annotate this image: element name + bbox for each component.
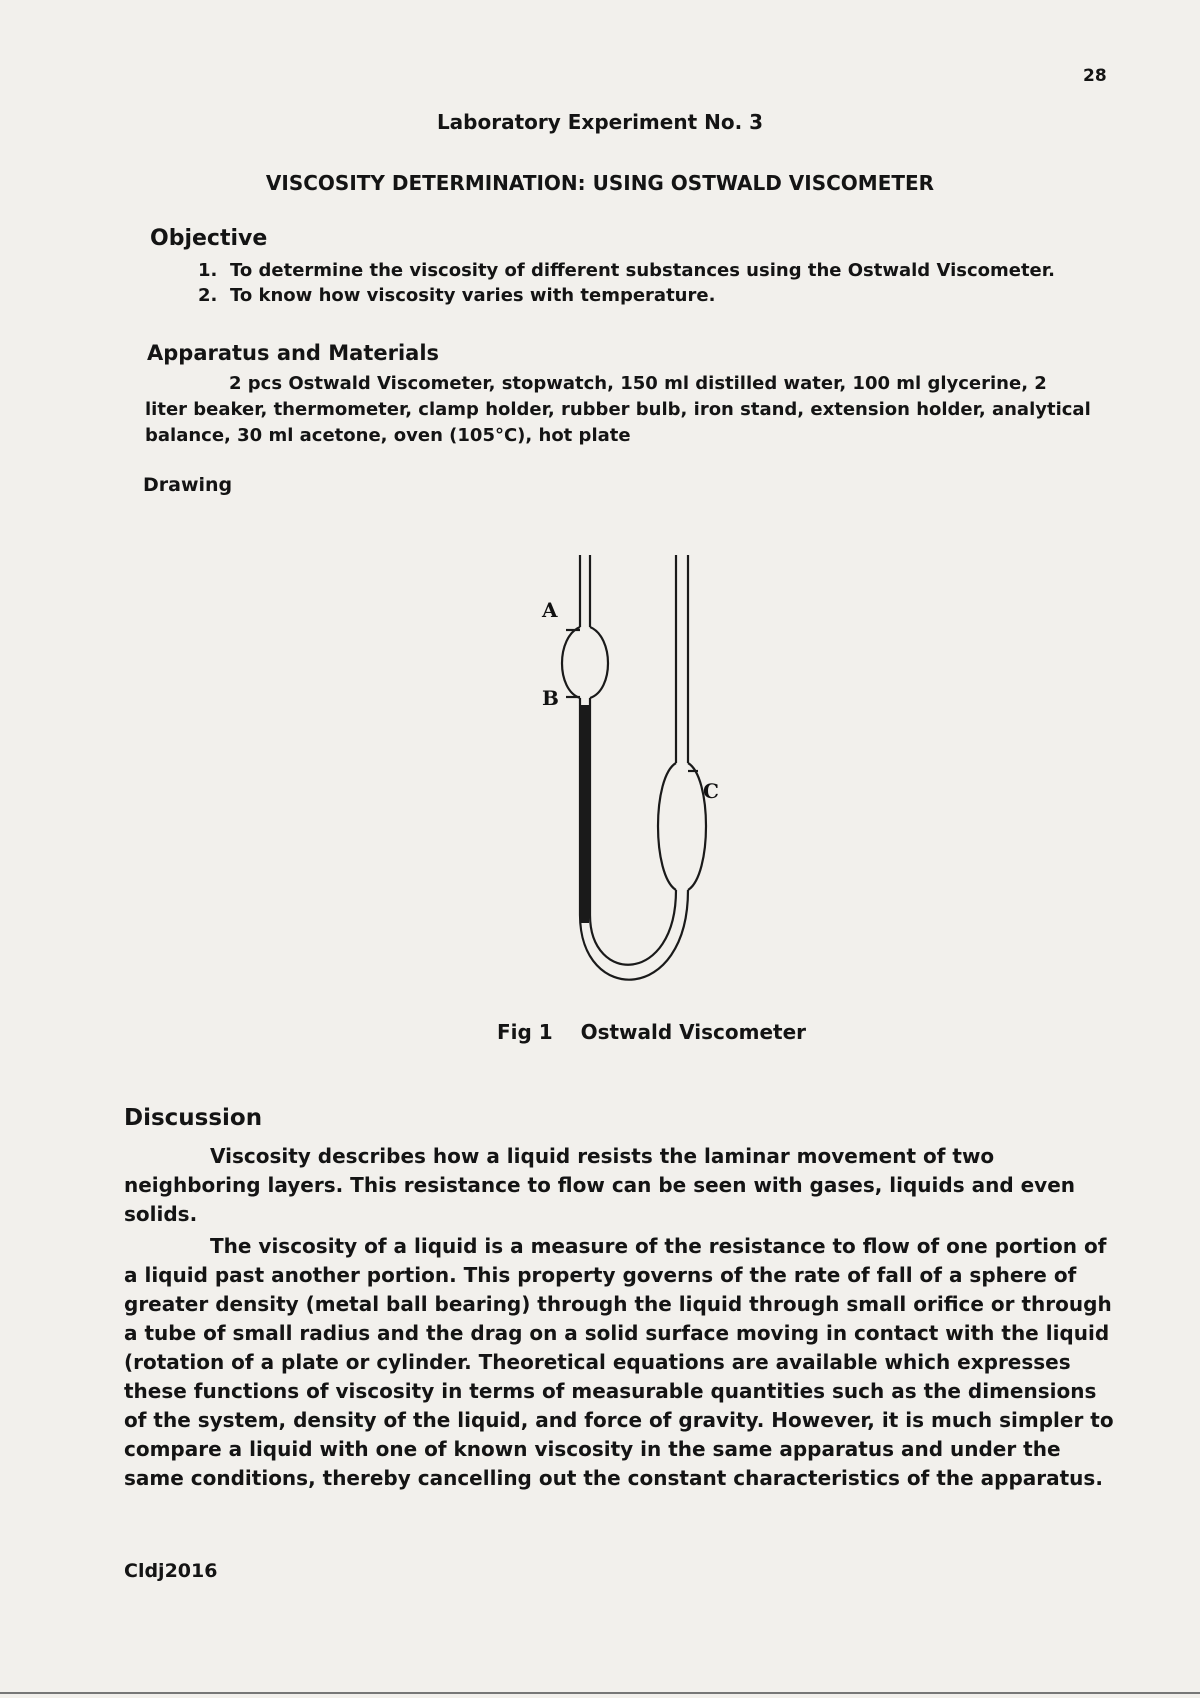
objective-heading: Objective (150, 226, 268, 251)
objective-list (198, 258, 1055, 308)
apparatus-heading: Apparatus and Materials (147, 341, 440, 365)
discussion-paragraph: The viscosity of a liquid is a measure of the resistance to flow of one portion of a liquid past another portion. This property governs of the rate of fall of a sphere of greater density (metal ball bearing) through the liquid through small orifice or through a tube of small radius and the drag on a solid surface moving in contact with the liquid (rotation of a plate or cylinder. Theoretical equations are available which expresses these functions of viscosity in terms of measurable quantities such as the dimensions of the system, density of the liquid, and force of gravity. However, it is much simpler to compare a liquid with one of known viscosity in the same apparatus and under the same conditions, thereby cancelling out the constant characteristics of the apparatus. (124, 1234, 1114, 1490)
u-bend-outer (580, 890, 688, 980)
lab-subtitle: VISCOSITY DETERMINATION: USING OSTWALD VISCOMETER (265, 171, 935, 195)
objective-item-number: 1. (198, 260, 218, 281)
figure-caption-number: Fig 1 (497, 1020, 553, 1044)
apparatus-text: 2 pcs Ostwald Viscometer, stopwatch, 150 ml distilled water, 100 ml glycerine, 2 liter beaker, thermometer, clamp holder, rubber bulb, iron stand, extension holder, analytical balance, 30 ml acetone, oven (105°C), hot plate (145, 373, 1091, 446)
lab-title: Laboratory Experiment No. 3 (436, 110, 764, 134)
objective-item-text: To know how viscosity varies with temperature. (230, 285, 716, 306)
objective-item (198, 258, 1055, 283)
footer-code: Cldj2016 (124, 1560, 218, 1582)
objective-item-text: To determine the viscosity of different substances using the Ostwald Viscometer. (230, 260, 1055, 281)
page-bottom-rule (0, 1692, 1200, 1694)
liquid-column (581, 705, 589, 923)
label-a: A (542, 598, 558, 622)
u-bend-inner (590, 890, 676, 965)
label-c: C (703, 779, 719, 803)
label-b: B (542, 686, 559, 710)
ostwald-viscometer-drawing (520, 545, 760, 1015)
figure-caption (497, 1020, 806, 1044)
objective-item-number: 2. (198, 285, 218, 306)
figure-caption-text: Ostwald Viscometer (580, 1020, 807, 1044)
discussion-paragraph: Viscosity describes how a liquid resists the laminar movement of two neighboring layers. This resistance to flow can be seen with gases, liquids and even solids. (124, 1144, 1076, 1226)
discussion-heading: Discussion (124, 1105, 263, 1131)
objective-item (198, 283, 1055, 308)
upper-bulb-left (562, 627, 580, 698)
upper-bulb-right (590, 627, 608, 698)
page-number: 28 (1083, 66, 1107, 86)
lower-bulb-left (658, 763, 676, 890)
drawing-heading: Drawing (143, 474, 233, 496)
